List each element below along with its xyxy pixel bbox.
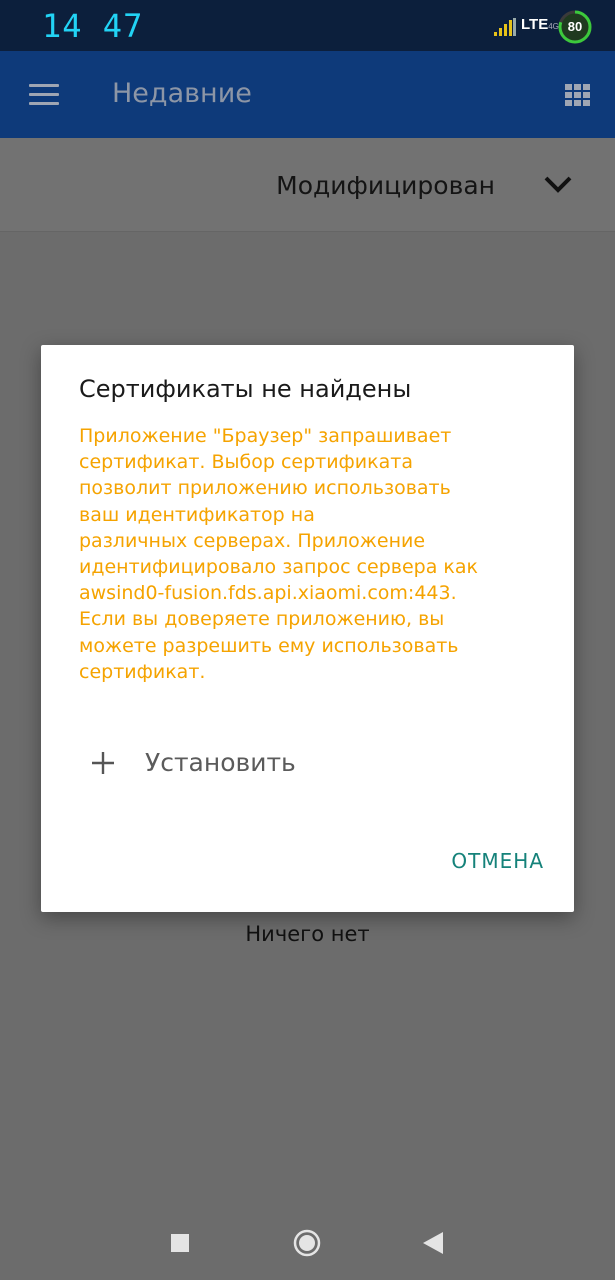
circle-home-icon[interactable] (293, 1229, 321, 1257)
status-time: 14 47 (42, 7, 144, 45)
navigation-bar (0, 1205, 615, 1280)
battery-level: 80 (567, 19, 583, 34)
sort-label[interactable]: Модифицирован (276, 171, 495, 200)
plus-icon (91, 751, 115, 775)
network-label: LTE (521, 16, 549, 33)
grid-view-icon[interactable] (565, 84, 591, 106)
dialog-message: Приложение "Браузер" запрашивает сертификат. Выбор сертификата позволит приложению использовать ваш идентификатор на различных серверах. Приложение идентифицировало запрос сервера как awsind0-fusion.fds.api.xiaomi.com:443. Если вы доверяете приложению, вы можете разрешить ему использовать сертификат. (79, 425, 478, 683)
cancel-button[interactable]: ОТМЕНА (451, 849, 544, 873)
sort-bar[interactable] (0, 138, 615, 232)
status-bar (0, 0, 615, 51)
dialog-title: Сертификаты не найдены (79, 375, 412, 403)
page-title: Недавние (112, 78, 252, 109)
network-type (521, 16, 559, 33)
chevron-down-icon[interactable] (543, 174, 573, 194)
install-label: Установить (145, 748, 296, 777)
square-icon[interactable] (171, 1234, 189, 1252)
app-bar (0, 51, 615, 138)
menu-icon[interactable] (29, 84, 59, 106)
empty-state-text: Ничего нет (245, 922, 370, 946)
install-button[interactable] (79, 733, 379, 797)
signal-icon (494, 18, 516, 36)
network-sub-label: 4G (548, 22, 559, 31)
triangle-back-icon[interactable] (423, 1232, 443, 1254)
certificate-dialog (41, 345, 574, 912)
